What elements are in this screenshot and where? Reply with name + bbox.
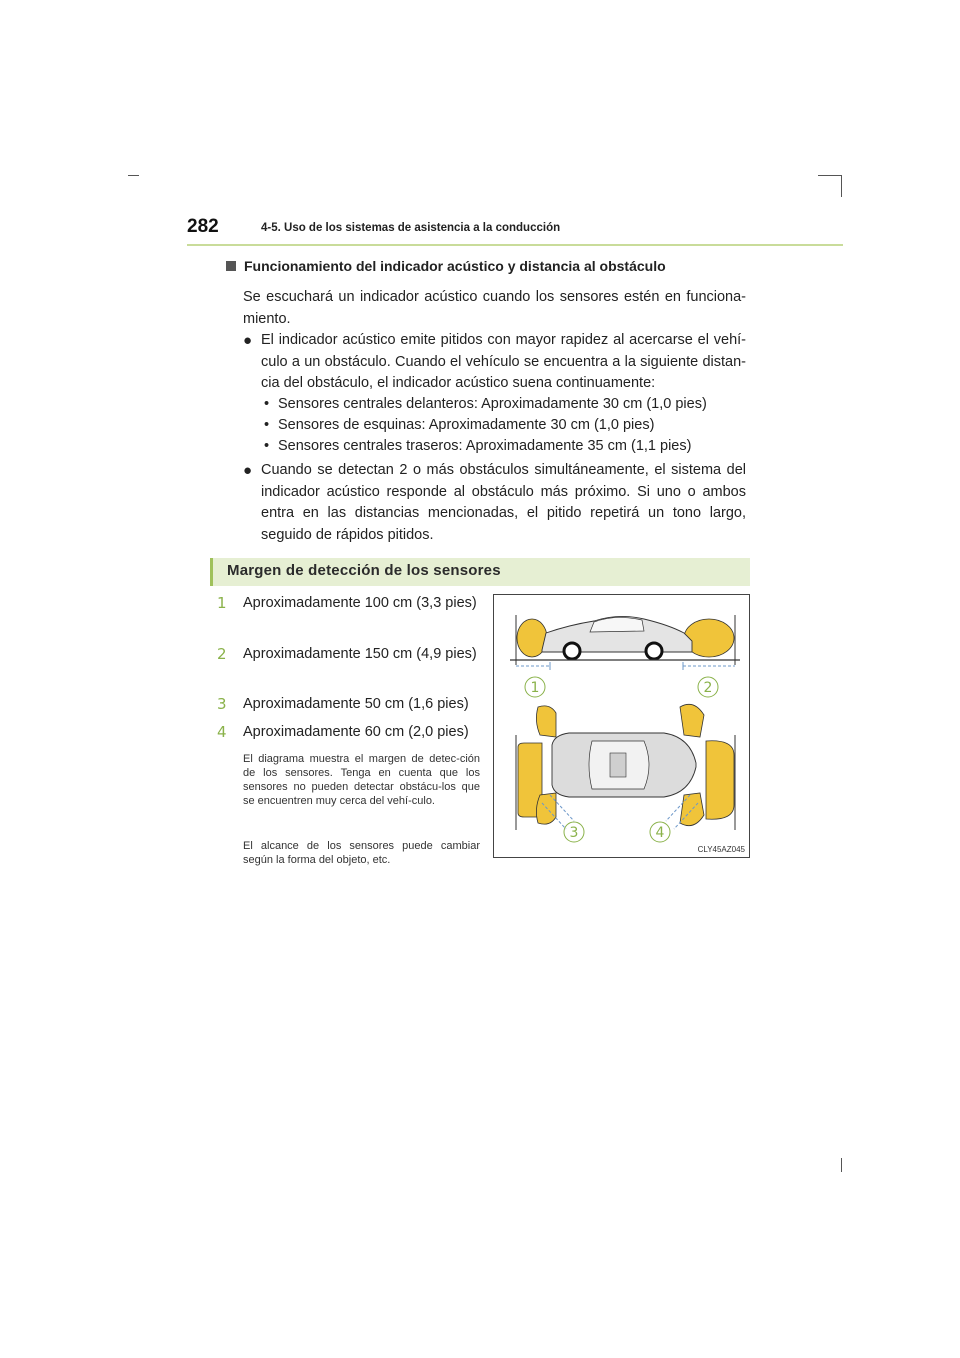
- sub-bullet-icon: •: [264, 417, 270, 433]
- bullet-dot-icon: ●: [243, 332, 253, 349]
- top-view: [516, 704, 735, 830]
- rear-corner-zone: [536, 793, 556, 824]
- callout-4: 4: [655, 825, 665, 841]
- side-view: [510, 615, 740, 670]
- item-number-3: 3: [217, 695, 227, 713]
- callout-1: 1: [530, 680, 540, 696]
- sub-item-text: Sensores centrales traseros: Aproximadamente 35 cm (1,1 pies): [278, 438, 692, 454]
- subsection-title: Funcionamiento del indicador acústico y distancia al obstáculo: [244, 258, 666, 274]
- intro-paragraph: Se escuchará un indicador acústico cuando los sensores estén en funciona-miento.: [243, 289, 746, 327]
- bullet-text: Cuando se detectan 2 o más obstáculos simultáneamente, el sistema del indicador acústico responde al obstáculo más próximo. Si uno o ambos entra en las distancias mencionadas, el pitido repetirá un tono largo, seguido de rápidos pitidos.: [261, 462, 746, 543]
- bullet-item: [243, 460, 746, 546]
- section-title: Margen de detección de los sensores: [227, 562, 501, 579]
- crop-mark: [841, 1158, 842, 1172]
- sensor-range-illustration: [494, 595, 749, 857]
- callout-3: 3: [569, 825, 579, 841]
- sub-item: [264, 436, 691, 458]
- bullet-dot-icon: ●: [243, 462, 253, 479]
- bullet-item: [243, 330, 746, 395]
- item-number-4: 4: [217, 723, 227, 741]
- item-text-4: Aproximadamente 60 cm (2,0 pies): [243, 724, 469, 740]
- section-title-bar: [210, 558, 750, 586]
- note-paragraph: El alcance de los sensores puede cambiar según la forma del objeto, etc.: [243, 840, 480, 866]
- crop-mark: [841, 175, 842, 197]
- item-number-2: 2: [217, 645, 227, 663]
- item-text-1: Aproximadamente 100 cm (3,3 pies): [243, 595, 477, 611]
- figure-code: CLY45AZ045: [697, 845, 745, 854]
- front-center-zone: [706, 741, 734, 819]
- sub-bullet-icon: •: [264, 438, 270, 454]
- sensor-range-diagram: [493, 594, 750, 858]
- square-bullet-icon: [226, 261, 236, 271]
- sub-bullet-icon: •: [264, 396, 270, 412]
- item-text-2: Aproximadamente 150 cm (4,9 pies): [243, 646, 477, 662]
- sub-item-text: Sensores centrales delanteros: Aproximadamente 30 cm (1,0 pies): [278, 396, 707, 412]
- crop-mark: [818, 175, 842, 176]
- bullet-text: El indicador acústico emite pitidos con mayor rapidez al acercarse el vehí-culo a un obstáculo. Cuando el vehículo se encuentra a la siguiente distan-cia del obstáculo, el indicador acústico suena continuamente:: [261, 332, 746, 391]
- front-corner-zone: [680, 704, 704, 737]
- rear-corner-zone: [536, 706, 556, 737]
- note-paragraph: El diagrama muestra el margen de detec-ción de los sensores. Tenga en cuenta que los sensores no pueden detectar obstácu-los que se encuentren muy cerca del vehí-culo.: [243, 753, 480, 807]
- sub-item: [264, 394, 707, 416]
- item-text-3: Aproximadamente 50 cm (1,6 pies): [243, 696, 469, 712]
- subsection-heading: [226, 258, 666, 274]
- section-header-title: 4-5. Uso de los sistemas de asistencia a la conducción: [261, 222, 561, 234]
- front-corner-zone: [680, 793, 704, 826]
- wheel-icon: [646, 643, 662, 659]
- callout-2: 2: [703, 680, 713, 696]
- item-number-1: 1: [217, 594, 227, 612]
- sub-item: [264, 415, 654, 437]
- sub-item-text: Sensores de esquinas: Aproximadamente 30 cm (1,0 pies): [278, 417, 655, 433]
- header-rule: [187, 244, 843, 246]
- crop-mark: [128, 175, 139, 176]
- wheel-icon: [564, 643, 580, 659]
- page-number: 282: [187, 216, 219, 237]
